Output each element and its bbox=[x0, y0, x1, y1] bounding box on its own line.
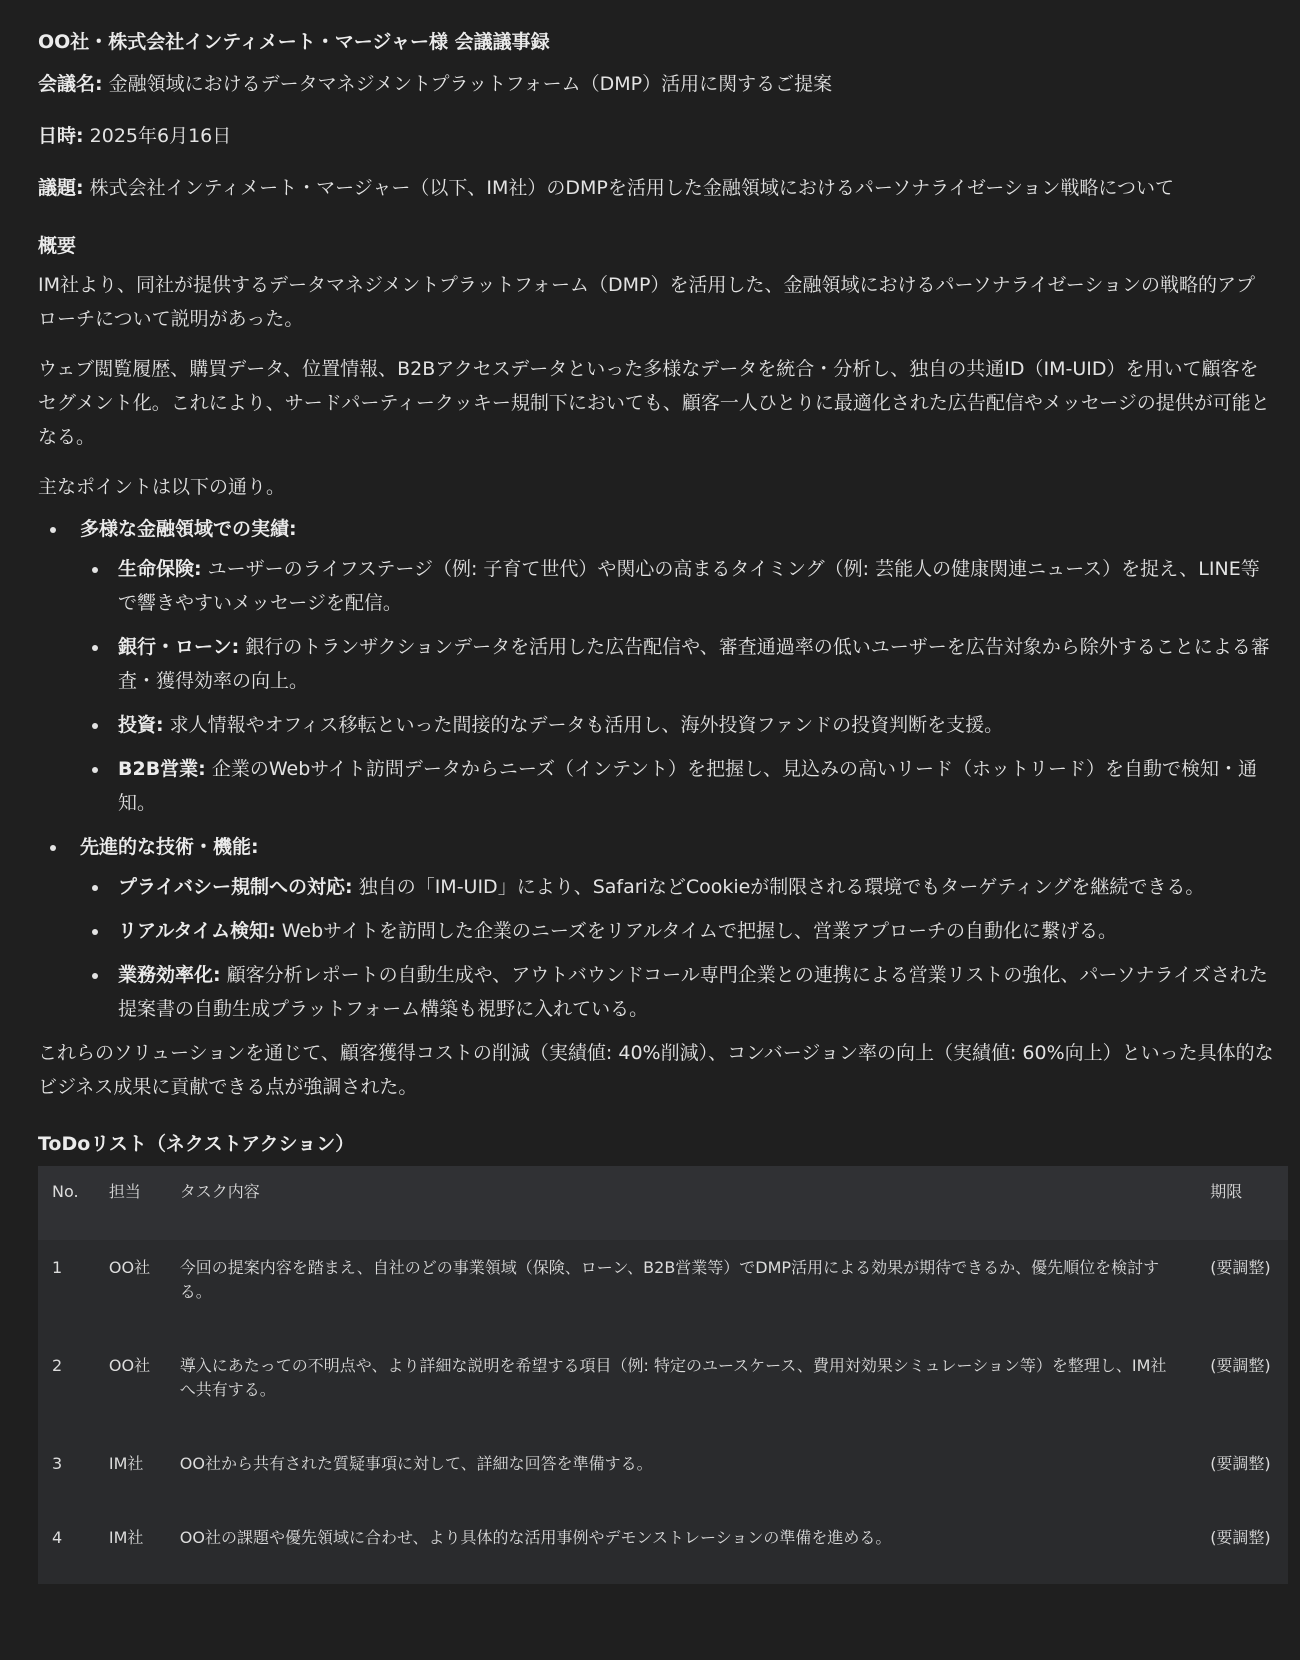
todo-heading: ToDoリスト（ネクストアクション） bbox=[38, 1133, 355, 1155]
sub-point-label: リアルタイム検知: bbox=[118, 920, 276, 942]
bullet-icon bbox=[92, 973, 98, 979]
table-row bbox=[38, 1338, 1288, 1436]
cell-no: 2 bbox=[52, 1356, 63, 1375]
agenda-label: 議題: bbox=[38, 177, 84, 199]
table-header-row bbox=[38, 1166, 1288, 1240]
sub-point-label: 生命保険: bbox=[118, 558, 202, 580]
date-line bbox=[38, 122, 1274, 150]
sub-point-label: 投資: bbox=[118, 714, 164, 736]
bullet-icon bbox=[92, 645, 98, 651]
bullet-icon bbox=[92, 885, 98, 891]
cell-no: 3 bbox=[52, 1454, 63, 1473]
cell-task: OO社から共有された質疑事項に対して、詳細な回答を準備する。 bbox=[179, 1454, 653, 1473]
cell-due: (要調整) bbox=[1210, 1528, 1271, 1547]
cell-task: 今回の提案内容を踏まえ、自社のどの事業領域（保険、ローン、B2B営業等）でDMP活用による効果が期待できるか、優先順位を検討する。 bbox=[179, 1258, 1160, 1301]
key-point bbox=[38, 830, 1274, 1026]
sub-point-text: ユーザーのライフステージ（例: 子育て世代）や関心の高まるタイミング（例: 芸能人の健康関連ニュース）を捉え、LINE等で響きやすいメッセージを配信。 bbox=[118, 558, 1260, 614]
cell-no: 4 bbox=[52, 1528, 63, 1547]
column-header-owner: 担当 bbox=[108, 1182, 141, 1201]
summary-paragraph-1: IM社より、同社が提供するデータマネジメントプラットフォーム（DMP）を活用した、金融領域におけるパーソナライゼーションの戦略的アプローチについて説明があった。 bbox=[38, 274, 1256, 330]
sub-points-list bbox=[80, 552, 1274, 820]
meeting-name-line bbox=[38, 70, 1274, 98]
sub-point-text: 企業のWebサイト訪問データからニーズ（インテント）を把握し、見込みの高いリード（ホットリード）を自動で検知・通知。 bbox=[118, 758, 1258, 814]
sub-point bbox=[80, 552, 1274, 620]
table-row bbox=[38, 1240, 1288, 1338]
summary-paragraph-3: 主なポイントは以下の通り。 bbox=[38, 476, 286, 498]
agenda-line bbox=[38, 174, 1274, 202]
cell-no: 1 bbox=[52, 1258, 63, 1277]
date-label: 日時: bbox=[38, 125, 84, 147]
column-header-due: 期限 bbox=[1210, 1182, 1243, 1201]
bullet-icon bbox=[92, 567, 98, 573]
agenda-value: 株式会社インティメート・マージャー（以下、IM社）のDMPを活用した金融領域におけるパーソナライゼーション戦略について bbox=[89, 177, 1175, 199]
sub-point-label: B2B営業: bbox=[118, 758, 206, 780]
sub-point bbox=[80, 708, 1274, 742]
cell-task: OO社の課題や優先領域に合わせ、より具体的な活用事例やデモンストレーションの準備を進める。 bbox=[179, 1528, 892, 1547]
bullet-icon bbox=[50, 845, 56, 851]
sub-point bbox=[80, 914, 1274, 948]
key-point-label: 先進的な技術・機能: bbox=[80, 836, 259, 858]
meeting-name-value: 金融領域におけるデータマネジメントプラットフォーム（DMP）活用に関するご提案 bbox=[108, 73, 833, 95]
sub-point-text: Webサイトを訪問した企業のニーズをリアルタイムで把握し、営業アプローチの自動化に繋げる。 bbox=[275, 920, 1117, 942]
table-row bbox=[38, 1510, 1288, 1584]
cell-owner: OO社 bbox=[108, 1258, 151, 1277]
key-point bbox=[38, 512, 1274, 820]
sub-point bbox=[80, 870, 1274, 904]
bullet-icon bbox=[92, 723, 98, 729]
bullet-icon bbox=[92, 929, 98, 935]
sub-points-list bbox=[80, 870, 1274, 1026]
sub-point-text: 独自の「IM-UID」により、SafariなどCookieが制限される環境でもターゲティングを継続できる。 bbox=[352, 876, 1205, 898]
cell-owner: IM社 bbox=[108, 1528, 144, 1547]
sub-point bbox=[80, 630, 1274, 698]
cell-due: (要調整) bbox=[1210, 1258, 1271, 1277]
document-title: OO社・株式会社インティメート・マージャー様 会議議事録 bbox=[38, 31, 550, 53]
date-value: 2025年6月16日 bbox=[89, 125, 232, 147]
sub-point-label: プライバシー規制への対応: bbox=[118, 876, 353, 898]
bullet-icon bbox=[92, 767, 98, 773]
sub-point-text: 銀行のトランザクションデータを活用した広告配信や、審査通過率の低いユーザーを広告対象から除外することによる審査・獲得効率の向上。 bbox=[118, 636, 1270, 692]
meeting-name-label: 会議名: bbox=[38, 73, 103, 95]
cell-due: (要調整) bbox=[1210, 1356, 1271, 1375]
sub-point bbox=[80, 752, 1274, 820]
column-header-task: タスク内容 bbox=[179, 1182, 260, 1201]
sub-point-label: 銀行・ローン: bbox=[118, 636, 240, 658]
sub-point bbox=[80, 958, 1274, 1026]
cell-due: (要調整) bbox=[1210, 1454, 1271, 1473]
sub-point-text: 求人情報やオフィス移転といった間接的なデータも活用し、海外投資ファンドの投資判断を支援。 bbox=[163, 714, 1004, 736]
cell-owner: IM社 bbox=[108, 1454, 144, 1473]
key-points-list bbox=[38, 512, 1274, 1026]
summary-heading: 概要 bbox=[38, 235, 77, 257]
conclusion-paragraph: これらのソリューションを通じて、顧客獲得コストの削減（実績値: 40%削減）、コンバージョン率の向上（実績値: 60%向上）といった具体的なビジネス成果に貢献できる点が強調された。 bbox=[38, 1042, 1274, 1098]
bullet-icon bbox=[50, 527, 56, 533]
todo-table bbox=[38, 1166, 1288, 1584]
cell-owner: OO社 bbox=[108, 1356, 151, 1375]
sub-point-label: 業務効率化: bbox=[118, 964, 221, 986]
key-point-label: 多様な金融領域での実績: bbox=[80, 518, 297, 540]
column-header-no: No. bbox=[52, 1182, 79, 1201]
sub-point-text: 顧客分析レポートの自動生成や、アウトバウンドコール専門企業との連携による営業リストの強化、パーソナライズされた提案書の自動生成プラットフォーム構築も視野に入れている。 bbox=[118, 964, 1268, 1020]
summary-paragraph-2: ウェブ閲覧履歴、購買データ、位置情報、B2Bアクセスデータといった多様なデータを統合・分析し、独自の共通ID（IM-UID）を用いて顧客をセグメント化。これにより、サードパーティークッキー規制下においても、顧客一人ひとりに最適化された広告配信やメッセージの提供が可能となる。 bbox=[38, 358, 1270, 448]
cell-task: 導入にあたっての不明点や、より詳細な説明を希望する項目（例: 特定のユースケース、費用対効果シミュレーション等）を整理し、IM社へ共有する。 bbox=[179, 1356, 1167, 1399]
table-row bbox=[38, 1436, 1288, 1510]
